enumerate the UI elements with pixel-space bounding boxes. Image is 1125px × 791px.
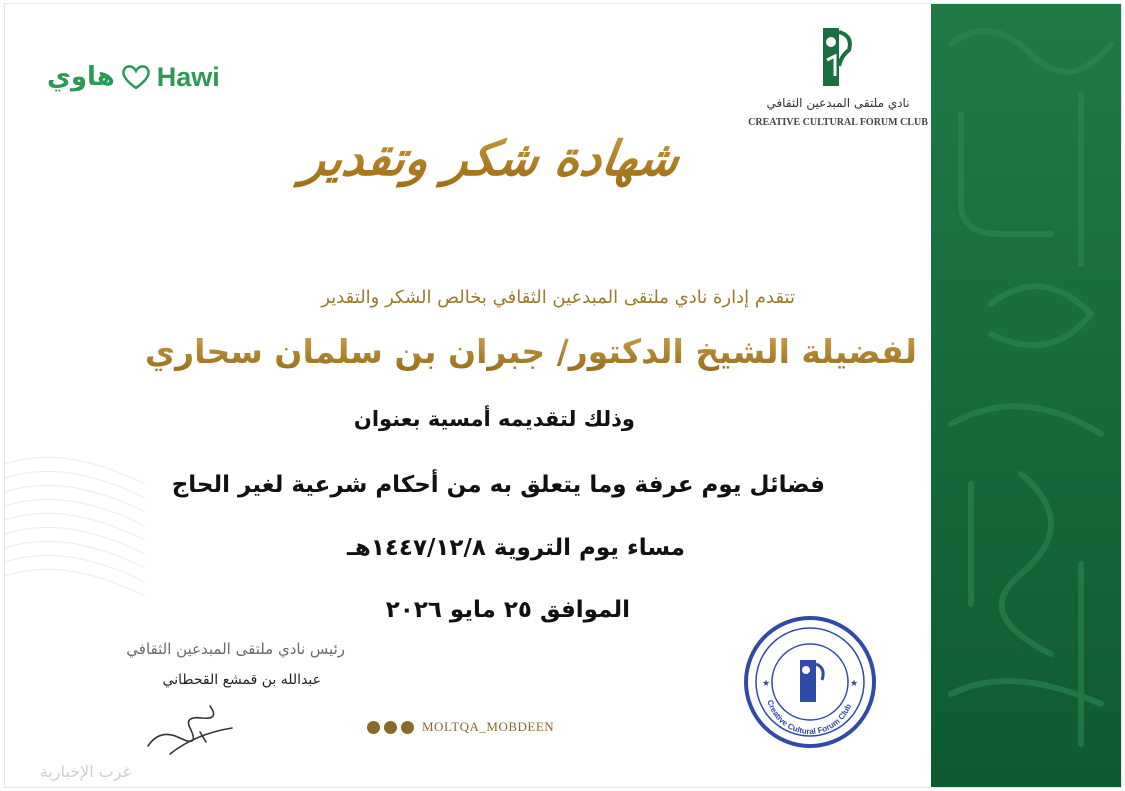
seal-text: Creative Cultural Forum Club (765, 698, 854, 737)
club-seal (740, 612, 880, 752)
club-emblem-icon (819, 26, 855, 88)
green-side-panel (931, 4, 1121, 787)
social-handle: MOLTQA_MOBDEEN (422, 719, 555, 734)
svg-text:★: ★ (762, 679, 771, 689)
hijri-date: مساء يوم التروية ١٤٤٧/١٢/٨هـ (347, 535, 685, 561)
certificate (5, 4, 1121, 787)
lecture-title: فضائل يوم عرفة وما يتعلق به من أحكام شرعية لغير الحاج (171, 472, 825, 498)
signatory-name: عبدالله بن قمشع القحطاني (162, 672, 321, 688)
honoree-name: لفضيلة الشيخ الدكتور/ جبران بن سلمان سحاري (5, 332, 917, 371)
club-name-arabic: نادي ملتقى المبدعين الثقافي (766, 96, 910, 110)
hawi-logo-arabic: هاوي (47, 62, 115, 92)
reason-text: وذلك لتقديمه أمسية بعنوان (353, 407, 635, 431)
intro-text: تتقدم إدارة نادي ملتقى المبدعين الثقافي بخالص الشكر والتقدير (321, 287, 795, 308)
tiktok-icon[interactable] (367, 721, 380, 734)
club-name-english: CREATIVE CULTURAL FORUM CLUB (748, 117, 928, 128)
social-links (367, 716, 554, 738)
handwritten-signature (140, 698, 240, 758)
youtube-icon[interactable] (384, 721, 397, 734)
svg-text:★: ★ (850, 679, 859, 689)
certificate-title: شهادة شكر وتقدير (287, 104, 694, 224)
x-icon[interactable] (401, 721, 414, 734)
gregorian-date: الموافق ٢٥ مايو ٢٠٢٦ (385, 597, 630, 623)
hawi-logo (47, 54, 237, 100)
club-logo (743, 26, 933, 138)
hawi-logo-english: Hawi (156, 61, 220, 92)
signatory-title: رئيس نادي ملتقى المبدعين الثقافي (126, 640, 345, 658)
news-watermark: غرب الإخبارية (39, 762, 131, 781)
calligraphy-pattern (931, 4, 1121, 787)
heart-icon (121, 64, 151, 90)
